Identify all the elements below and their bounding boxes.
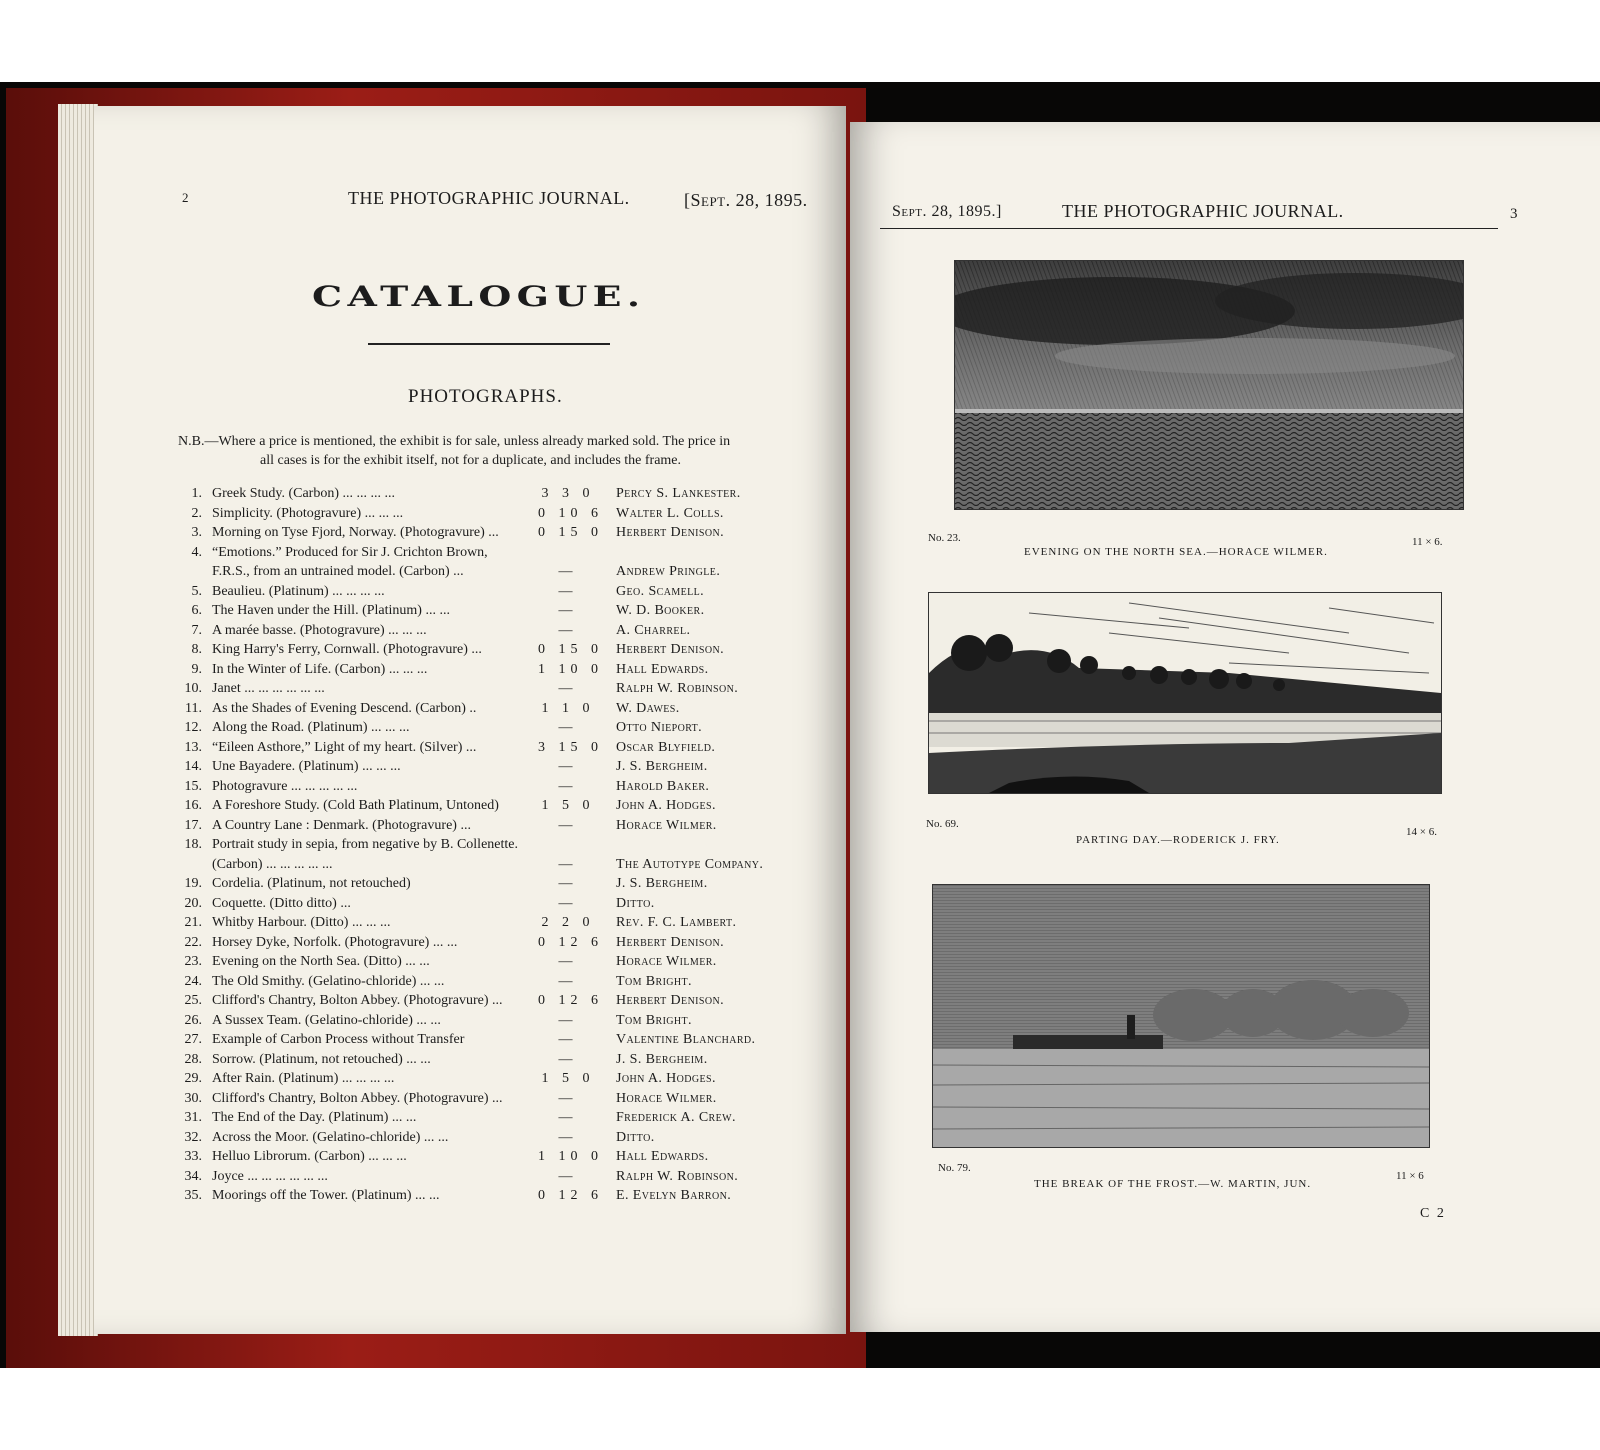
entry-number: 30. (184, 1090, 202, 1106)
catalogue-entry (170, 779, 810, 798)
entry-title: “Eileen Asthore,” Light of my heart. (Silver) ... (212, 739, 477, 755)
note-line-1: N.B.—Where a price is mentioned, the exhibit is for sale, unless already marked sold. The price in (178, 434, 731, 449)
catalogue-entry (170, 935, 810, 954)
catalogue-entry (170, 506, 810, 525)
entry-author: Rev. F. C. Lambert. (616, 915, 737, 930)
entry-number: 17. (184, 817, 202, 833)
entry-number: 6. (191, 603, 202, 618)
entry-author: The Autotype Company. (616, 856, 764, 872)
entry-author: E. Evelyn Barron. (616, 1188, 732, 1203)
entry-price: 0 12 6 (538, 1188, 603, 1203)
plate-caption-23: EVENING ON THE NORTH SEA.—HORACE WILMER. (1024, 546, 1328, 558)
plate-size-69: 14 × 6. (1406, 826, 1437, 838)
right-running-title: THE PHOTOGRAPHIC JOURNAL. (1062, 201, 1344, 221)
entry-price: 0 10 6 (538, 505, 603, 521)
entry-number: 21. (184, 915, 202, 930)
entry-title: King Harry's Ferry, Cornwall. (Photogravure) ... (212, 642, 482, 657)
catalogue-entry (170, 1091, 810, 1110)
catalogue-entry (170, 1188, 810, 1207)
entry-author: Ralph W. Robinson. (616, 1168, 739, 1184)
catalogue-entry (170, 857, 810, 876)
catalogue-entry (170, 545, 810, 564)
entry-number: 12. (184, 720, 202, 735)
entry-number: 15. (184, 778, 202, 794)
entry-title: Across the Moor. (Gelatino-chloride) ... ... (212, 1129, 449, 1145)
plate-image-23 (954, 260, 1464, 510)
left-page-number: 2 (182, 190, 189, 205)
entry-author: Hall Edwards. (616, 661, 709, 677)
entry-author: Herbert Denison. (616, 642, 725, 657)
entry-number: 13. (184, 739, 202, 755)
entry-title: As the Shades of Evening Descend. (Carbon) .. (212, 700, 477, 716)
plate-number-79: No. 79. (938, 1162, 971, 1174)
entry-number: 4. (191, 544, 202, 560)
entry-author: Percy S. Lankester. (616, 486, 741, 501)
entry-price: 0 12 6 (538, 993, 603, 1008)
catalogue-entry (170, 1130, 810, 1149)
catalogue-entry (170, 623, 810, 642)
entry-title: F.R.S., from an untrained model. (Carbon) ... (212, 564, 464, 579)
entry-title: Clifford's Chantry, Bolton Abbey. (Photogravure) ... (212, 993, 503, 1008)
entry-author: Valentine Blanchard. (616, 1032, 756, 1047)
entry-title: Horsey Dyke, Norfolk. (Photogravure) ... ... (212, 934, 458, 950)
header-rule (880, 228, 1498, 229)
entry-title: In the Winter of Life. (Carbon) ... ... ... (212, 661, 428, 677)
plate-image-79 (932, 884, 1430, 1148)
entry-title: After Rain. (Platinum) ... ... ... ... (212, 1071, 395, 1086)
entry-author: Horace Wilmer. (616, 1090, 717, 1106)
entry-author: John A. Hodges. (616, 798, 716, 813)
entry-title: The Haven under the Hill. (Platinum) ... ... (212, 603, 450, 618)
entry-number: 33. (184, 1149, 202, 1164)
entry-price: — (558, 954, 578, 969)
entry-author: Otto Nieport. (616, 720, 703, 735)
entry-title: Whitby Harbour. (Ditto) ... ... ... (212, 915, 391, 930)
entry-title: A Sussex Team. (Gelatino-chloride) ... ... (212, 1012, 441, 1028)
entry-price: — (558, 603, 578, 618)
entry-title: Photogravure ... ... ... ... ... (212, 778, 358, 794)
entry-title: Une Bayadere. (Platinum) ... ... ... (212, 759, 401, 774)
entry-price: — (558, 759, 578, 774)
catalogue-entry (170, 837, 810, 856)
entry-author: Harold Baker. (616, 778, 710, 794)
entry-price: — (558, 720, 578, 735)
entry-number: 34. (184, 1168, 202, 1184)
entry-author: Walter L. Colls. (616, 505, 724, 521)
catalogue-entry (170, 740, 810, 759)
right-page (850, 122, 1600, 1332)
signature-mark: C 2 (1420, 1206, 1446, 1221)
entry-author: Herbert Denison. (616, 993, 725, 1008)
entry-number: 22. (184, 934, 202, 950)
entry-number: 23. (184, 954, 202, 969)
entry-title: Joyce ... ... ... ... ... ... (212, 1168, 328, 1184)
entry-price: — (558, 856, 578, 872)
catalogue-entry (170, 876, 810, 895)
catalogue-entry (170, 720, 810, 739)
catalogue-entry (170, 818, 810, 837)
left-page (94, 106, 846, 1334)
plate-number-23: No. 23. (928, 532, 961, 544)
entry-author: Tom Bright. (616, 1012, 692, 1028)
entry-number: 31. (184, 1110, 202, 1125)
entry-title: Coquette. (Ditto ditto) ... (212, 895, 351, 911)
entry-title: A marée basse. (Photogravure) ... ... ... (212, 622, 427, 638)
entry-price: 0 12 6 (538, 934, 603, 950)
entry-price: 1 5 0 (541, 798, 595, 813)
note-line-2: all cases is for the exhibit itself, not for a duplicate, and includes the frame. (260, 453, 682, 468)
catalogue-entry (170, 662, 810, 681)
section-title: PHOTOGRAPHS. (408, 386, 563, 407)
entry-price: 1 10 0 (538, 1149, 603, 1164)
plate-size-79: 11 × 6 (1396, 1170, 1424, 1182)
catalogue-entry (170, 1110, 810, 1129)
entry-price: — (558, 583, 578, 599)
entry-price: — (558, 1051, 578, 1067)
catalogue-entry (170, 896, 810, 915)
entry-number: 9. (191, 661, 202, 677)
entry-number: 7. (191, 622, 202, 638)
entry-title: Along the Road. (Platinum) ... ... ... (212, 720, 410, 735)
catalogue-entry (170, 701, 810, 720)
right-page-number: 3 (1510, 206, 1518, 222)
catalogue-entry (170, 915, 810, 934)
entry-title: Cordelia. (Platinum, not retouched) (212, 876, 411, 891)
entry-author: J. S. Bergheim. (616, 876, 708, 891)
entry-title: Example of Carbon Process without Transfer (212, 1032, 465, 1047)
entry-price: 1 10 0 (538, 661, 603, 677)
entry-author: Horace Wilmer. (616, 817, 717, 833)
entry-author: Frederick A. Crew. (616, 1110, 736, 1125)
catalogue-title: CATALOGUE. (312, 280, 646, 313)
entry-author: Horace Wilmer. (616, 954, 717, 969)
entry-number: 26. (184, 1012, 202, 1028)
entry-author: W. Dawes. (616, 700, 680, 716)
entry-number: 24. (184, 973, 202, 989)
entry-author: Herbert Denison. (616, 934, 725, 950)
entry-number: 35. (184, 1188, 202, 1203)
entry-title: Clifford's Chantry, Bolton Abbey. (Photogravure) ... (212, 1090, 503, 1106)
entry-number: 3. (191, 525, 202, 540)
entry-author: J. S. Bergheim. (616, 1051, 708, 1067)
catalogue-entry (170, 525, 810, 544)
catalogue-entry (170, 681, 810, 700)
entry-number: 29. (184, 1071, 202, 1086)
entry-price: 1 1 0 (541, 700, 595, 716)
entry-title: Sorrow. (Platinum, not retouched) ... ... (212, 1051, 431, 1067)
entry-number: 1. (191, 486, 202, 501)
entry-price: — (558, 876, 578, 891)
entry-title: Helluo Librorum. (Carbon) ... ... ... (212, 1149, 407, 1164)
entry-author: Andrew Pringle. (616, 564, 721, 579)
entry-price: — (558, 681, 578, 696)
catalogue-entry (170, 1149, 810, 1168)
title-rule (368, 343, 610, 345)
entry-title: Moorings off the Tower. (Platinum) ... ... (212, 1188, 440, 1203)
entry-price: — (558, 895, 578, 911)
entry-price: 3 15 0 (538, 739, 603, 755)
entry-title: The Old Smithy. (Gelatino-chloride) ... ... (212, 973, 445, 989)
page-edges (58, 104, 98, 1336)
entry-price: — (558, 1032, 578, 1047)
entry-price: 0 15 0 (538, 525, 603, 540)
left-running-title: THE PHOTOGRAPHIC JOURNAL. (348, 188, 630, 208)
right-running-date: Sept. 28, 1895.] (892, 203, 1002, 220)
entry-title: Morning on Tyse Fjord, Norway. (Photogravure) ... (212, 525, 499, 540)
entry-number: 25. (184, 993, 202, 1008)
entry-price: — (558, 817, 578, 833)
entry-number: 2. (191, 505, 202, 521)
entry-price: 0 15 0 (538, 642, 603, 657)
entry-title: Beaulieu. (Platinum) ... ... ... ... (212, 583, 385, 599)
catalogue-entry (170, 642, 810, 661)
entry-title: “Emotions.” Produced for Sir J. Crichton Brown, (212, 544, 488, 560)
catalogue-entry (170, 1052, 810, 1071)
catalogue-entry (170, 798, 810, 817)
entry-price: — (558, 564, 578, 579)
entry-price: — (558, 1012, 578, 1028)
catalogue-entry (170, 1169, 810, 1188)
entry-title: Janet ... ... ... ... ... ... (212, 681, 325, 696)
catalogue-entry (170, 564, 810, 583)
entry-author: Tom Bright. (616, 973, 692, 989)
entry-number: 28. (184, 1051, 202, 1067)
entry-number: 14. (184, 759, 202, 774)
entry-price: 2 2 0 (541, 915, 595, 930)
catalogue-entry (170, 759, 810, 778)
entry-number: 5. (191, 583, 202, 599)
entry-price: 1 5 0 (541, 1071, 595, 1086)
entry-author: J. S. Bergheim. (616, 759, 708, 774)
entry-title: (Carbon) ... ... ... ... ... (212, 856, 333, 872)
entry-number: 19. (184, 876, 202, 891)
entry-number: 11. (185, 700, 202, 716)
catalogue-list (170, 486, 830, 1246)
entry-author: Hall Edwards. (616, 1149, 709, 1164)
entry-price: — (558, 973, 578, 989)
entry-number: 16. (184, 798, 202, 813)
plate-number-69: No. 69. (926, 818, 959, 830)
entry-price: — (558, 1110, 578, 1125)
catalogue-entry (170, 584, 810, 603)
catalogue-entry (170, 1032, 810, 1051)
entry-author: Herbert Denison. (616, 525, 725, 540)
plate-size-23: 11 × 6. (1412, 536, 1443, 548)
catalogue-entry (170, 1013, 810, 1032)
entry-number: 27. (184, 1032, 202, 1047)
entry-price: — (558, 778, 578, 794)
entry-title: A Foreshore Study. (Cold Bath Platinum, Untoned) (212, 798, 499, 813)
entry-author: John A. Hodges. (616, 1071, 716, 1086)
entry-price: — (558, 1129, 578, 1145)
entry-title: Simplicity. (Photogravure) ... ... ... (212, 505, 404, 521)
entry-price: — (558, 1090, 578, 1106)
entry-author: Ditto. (616, 1129, 655, 1145)
catalogue-entry (170, 603, 810, 622)
catalogue-entry (170, 954, 810, 973)
plate-image-69 (928, 592, 1442, 794)
entry-price: 3 3 0 (541, 486, 595, 501)
entry-author: Ditto. (616, 895, 655, 911)
entry-number: 20. (184, 895, 202, 911)
plate-caption-79: THE BREAK OF THE FROST.—W. MARTIN, JUN. (1034, 1178, 1312, 1190)
entry-price: — (558, 1168, 578, 1184)
left-running-date: [Sept. 28, 1895. (684, 190, 808, 210)
entry-title: Greek Study. (Carbon) ... ... ... ... (212, 486, 396, 501)
catalogue-entry (170, 974, 810, 993)
catalogue-entry (170, 993, 810, 1012)
entry-number: 18. (184, 837, 202, 852)
plate-caption-69: PARTING DAY.—RODERICK J. FRY. (1076, 834, 1280, 846)
entry-title: The End of the Day. (Platinum) ... ... (212, 1110, 417, 1125)
catalogue-entry (170, 1071, 810, 1090)
entry-number: 8. (191, 642, 202, 657)
catalogue-entry (170, 486, 810, 505)
entry-author: Oscar Blyfield. (616, 739, 716, 755)
entry-number: 10. (184, 681, 202, 696)
entry-author: Ralph W. Robinson. (616, 681, 739, 696)
entry-author: A. Charrel. (616, 622, 691, 638)
entry-author: W. D. Booker. (616, 603, 705, 618)
entry-title: Portrait study in sepia, from negative by B. Collenette. (212, 837, 518, 852)
entry-author: Geo. Scamell. (616, 583, 705, 599)
entry-price: — (558, 622, 578, 638)
entry-title: A Country Lane : Denmark. (Photogravure) ... (212, 817, 471, 833)
entry-number: 32. (184, 1129, 202, 1145)
entry-title: Evening on the North Sea. (Ditto) ... ... (212, 954, 430, 969)
